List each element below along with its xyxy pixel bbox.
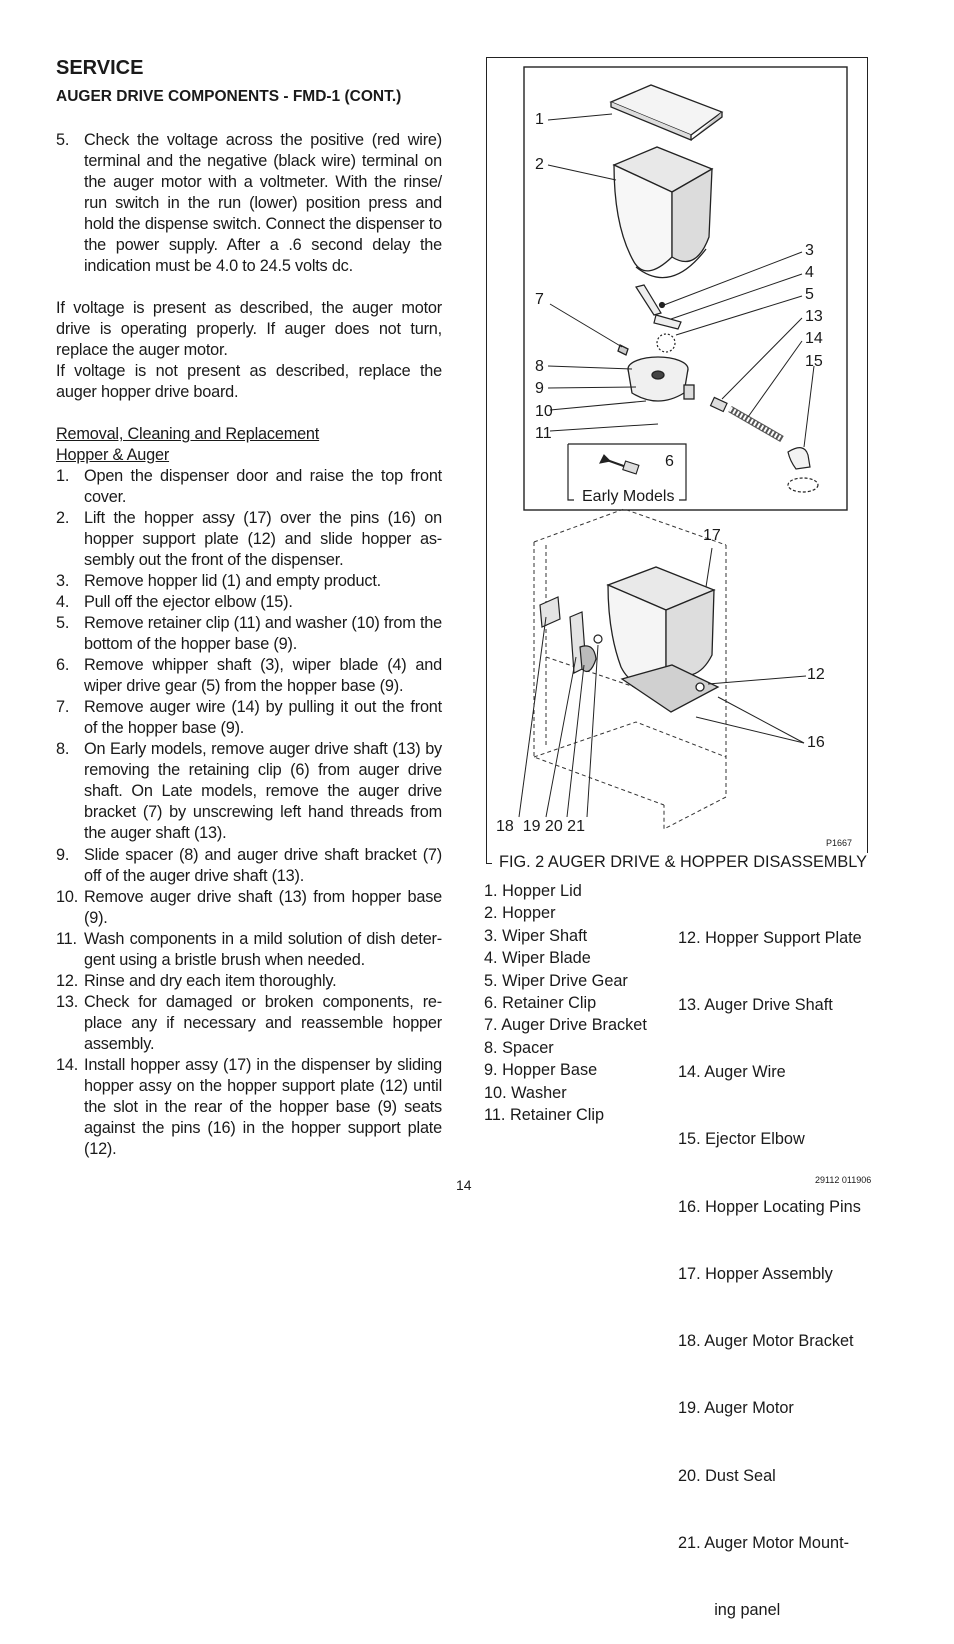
step-text: Check for damaged or broken components, re-place any if necessary and reassemble hopper assembly. [84, 993, 442, 1053]
step-number: 14. [56, 1056, 79, 1074]
step-text: Remove auger wire (14) by pulling it out the front of the hopper base (9). [84, 698, 442, 737]
figure-code: P1667 [826, 838, 853, 848]
list-item: 6. Retainer Clip [484, 994, 597, 1013]
list-item: 18. Auger Motor Bracket [678, 1332, 854, 1351]
list-item: 11. Retainer Clip [484, 1106, 605, 1125]
list-item: 14. Auger Wire [678, 1063, 786, 1082]
step-text: Remove whipper shaft (3), wiper blade (4) and wiper drive gear (5) from the hopper base (9). [84, 656, 442, 695]
list-item: 9. Hopper Base [484, 1061, 598, 1080]
step-text: Slide spacer (8) and auger drive shaft bracket (7) off of the auger drive shaft (13). [84, 846, 442, 885]
step-text: Check the voltage across the positive (red wire) terminal and the negative (black wire) terminal on the auger motor with a voltmeter. With the rinse/ run switch in the run (lower) position press and hold the dispense switch. Connect the dispenser to the power supply. After a .6 second delay the indication must be 4.0 to 24.5 volts dc. [84, 131, 442, 275]
list-item [56, 992, 442, 1055]
step-text: Lift the hopper assy (17) over the pins (16) on hopper support plate (12) and slide hopper as-sembly out the front of the dispenser. [84, 509, 442, 569]
step-number: 13. [56, 993, 79, 1011]
step-number: 2. [56, 509, 70, 527]
list-item [56, 697, 442, 739]
step-text: Open the dispenser door and raise the top front cover. [84, 467, 442, 506]
list-item: 19. Auger Motor [678, 1399, 794, 1418]
step-text: Remove retainer clip (11) and washer (10) from the bottom of the hopper base (9). [84, 614, 442, 653]
removal-heading: Removal, Cleaning and Replacement [56, 425, 320, 443]
section-title: SERVICE [56, 57, 144, 79]
list-item [56, 466, 442, 508]
list-item: 1. Hopper Lid [484, 882, 582, 900]
step-number: 6. [56, 656, 70, 674]
parts-list-right [678, 882, 862, 1644]
step-number: 10. [56, 888, 79, 906]
list-item: 16. Hopper Locating Pins [678, 1197, 861, 1216]
callout-6: 6 [665, 453, 674, 470]
step-voltage-check [56, 130, 442, 277]
auger-motor-drawing [540, 597, 602, 673]
list-item: 10. Washer [484, 1083, 567, 1102]
callout-1: 1 [535, 111, 544, 128]
callout-8: 8 [535, 358, 544, 375]
callout-13: 13 [805, 308, 823, 325]
hopper-drawing [614, 147, 712, 278]
hopper-base-drawing [618, 345, 694, 401]
hopper-heading: Hopper & Auger [56, 446, 170, 464]
callout-9: 9 [535, 380, 544, 397]
list-item [56, 571, 442, 592]
callout-10: 10 [535, 403, 553, 420]
step-number: 4. [56, 593, 70, 611]
list-item: 17. Hopper Assembly [678, 1264, 833, 1283]
parts-list-left [484, 880, 647, 1126]
list-item [56, 613, 442, 655]
list-item [56, 929, 442, 971]
list-item: 12. Hopper Support Plate [678, 928, 862, 947]
list-item: 21. Auger Motor Mount- [678, 1533, 850, 1552]
list-item: 4. Wiper Blade [484, 949, 591, 968]
list-item [56, 592, 442, 613]
paragraph-voltage-absent: If voltage is not present as described, replace the auger hopper drive board. [56, 362, 442, 401]
step-text: Rinse and dry each item thoroughly. [84, 972, 337, 990]
list-item: 8. Spacer [484, 1038, 554, 1057]
list-item: 7. Auger Drive Bracket [484, 1016, 647, 1035]
callout-16: 16 [807, 734, 825, 751]
callout-3: 3 [805, 242, 814, 259]
auger-shaft-drawing [711, 397, 782, 439]
document-code: 29112 011906 [815, 1175, 872, 1185]
list-item: 2. Hopper [484, 904, 556, 923]
step-number: 3. [56, 572, 70, 590]
callout-7: 7 [535, 291, 544, 308]
list-item [56, 887, 442, 929]
callout-5: 5 [805, 286, 814, 303]
list-item: 15. Ejector Elbow [678, 1130, 805, 1149]
retainer-clip-drawing [600, 455, 639, 474]
callout-14: 14 [805, 330, 823, 347]
list-item [56, 971, 442, 992]
list-item: 20. Dust Seal [678, 1466, 776, 1485]
step-text: Remove hopper lid (1) and empty product. [84, 572, 381, 590]
early-models-label: Early Models [582, 488, 675, 505]
list-item [56, 655, 442, 697]
list-item [56, 508, 442, 571]
list-item [56, 1055, 442, 1160]
step-number: 9. [56, 846, 70, 864]
wiper-parts-drawing [636, 285, 681, 352]
callout-12: 12 [807, 666, 825, 683]
callout-17: 17 [703, 527, 721, 544]
list-item [56, 739, 442, 844]
step-number: 7. [56, 698, 70, 716]
step-text: On Early models, remove auger drive shaft (13) by removing the retaining clip (6) from auger drive shaft. On Late models, remove the auger drive bracket (7) by unscrewing left hand threads from the auger shaft (13). [84, 740, 442, 842]
list-item [56, 845, 442, 887]
step-number: 8. [56, 740, 70, 758]
list-item: 13. Auger Drive Shaft [678, 996, 833, 1015]
step-number: 1. [56, 467, 70, 485]
callout-2: 2 [535, 156, 544, 173]
callout-18-21: 18 19 20 21 [496, 818, 585, 835]
callout-4: 4 [805, 264, 814, 281]
step-text: Install hopper assy (17) in the dispenser by sliding hopper assy on the hopper support plate (12) until the slot in the rear of the hopper base (9) seats against the pins (16) in the hopper support plate (12). [84, 1056, 442, 1158]
list-item: 3. Wiper Shaft [484, 926, 588, 945]
callout-15: 15 [805, 353, 823, 370]
hopper-lid-drawing [611, 85, 722, 140]
hopper-assembly-drawing [608, 567, 718, 712]
paragraph-voltage-present: If voltage is present as described, the auger motor drive is operating properly. If auger does not turn, replace the auger motor. [56, 299, 442, 359]
list-item: ing panel [678, 1601, 781, 1619]
step-text: Pull off the ejector elbow (15). [84, 593, 293, 611]
list-item: 5. Wiper Drive Gear [484, 971, 628, 990]
step-number: 5. [56, 614, 70, 632]
section-subtitle: AUGER DRIVE COMPONENTS - FMD-1 (CONT.) [56, 88, 402, 105]
step-number: 11. [56, 930, 77, 948]
page-number: 14 [456, 1177, 472, 1193]
step-text: Remove auger drive shaft (13) from hopper base (9). [84, 888, 442, 927]
ejector-elbow-drawing [788, 448, 818, 492]
step-text: Wash components in a mild solution of dish deter-gent using a bristle brush when needed. [84, 930, 442, 969]
figure-caption: FIG. 2 AUGER DRIVE & HOPPER DISASSEMBLY [499, 853, 867, 871]
callout-11: 11 [535, 425, 552, 442]
step-number: 12. [56, 972, 79, 990]
step-number: 5. [56, 131, 70, 149]
